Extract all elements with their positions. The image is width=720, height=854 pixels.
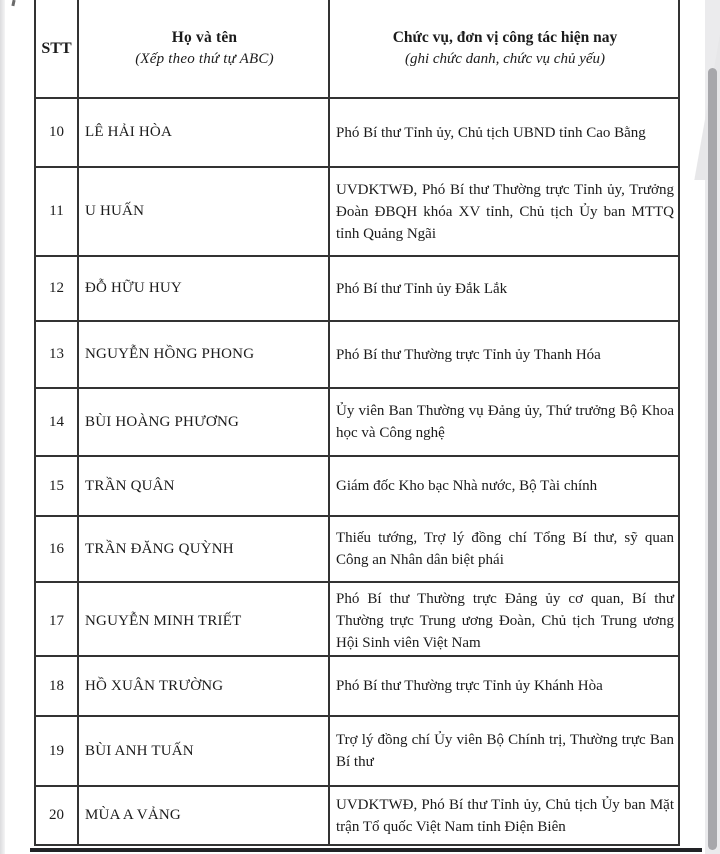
- table-header-row: [36, 0, 678, 99]
- cell-position-text: Ủy viên Ban Thường vụ Đảng ủy, Thứ trưởng Bộ Khoa học và Công nghệ: [336, 403, 674, 441]
- header-position-subtitle: (ghi chức danh, chức vụ chủ yếu): [404, 51, 606, 67]
- header-stt: STT: [41, 39, 72, 57]
- cell-name: BÙI HOÀNG PHƯƠNG: [77, 389, 328, 455]
- table-row: [36, 168, 678, 257]
- cell-position: [328, 99, 680, 166]
- cell-position: [328, 517, 680, 581]
- cell-name: TRẦN QUÂN: [77, 457, 328, 515]
- cell-position: [328, 657, 680, 715]
- cell-position-text: Phó Bí thư Tỉnh ủy, Chủ tịch UBND tỉnh Cao Bằng: [336, 124, 646, 141]
- cell-position-text: Phó Bí thư Thường trực Tỉnh ủy Khánh Hòa: [336, 678, 603, 694]
- cell-position: [328, 322, 680, 387]
- cell-stt: 11: [49, 203, 64, 219]
- cell-position: [328, 257, 680, 320]
- cell-name: TRẦN ĐĂNG QUỲNH: [77, 517, 328, 581]
- cell-name: U HUẤN: [77, 168, 328, 255]
- cell-stt: 10: [49, 124, 64, 140]
- cell-stt: 16: [49, 540, 64, 557]
- cell-position-text: Phó Bí thư Tỉnh ủy Đắk Lắk: [336, 280, 508, 297]
- cell-name: LÊ HẢI HÒA: [77, 99, 328, 166]
- cell-name: BÙI ANH TUẤN: [77, 717, 328, 785]
- table-row: [36, 717, 678, 787]
- header-name: [77, 0, 328, 97]
- scan-artifact-mark: [11, 0, 15, 6]
- cell-stt: 17: [49, 612, 64, 629]
- cell-position: [328, 717, 680, 785]
- cell-position-text: Trợ lý đồng chí Ủy viên Bộ Chính trị, Thường trực Ban Bí thư: [336, 732, 674, 770]
- cell-position: [328, 168, 680, 255]
- cell-stt: 12: [49, 280, 64, 296]
- cell-stt: 14: [49, 413, 64, 430]
- table-row: [36, 517, 678, 583]
- scrollbar-thumb[interactable]: [708, 68, 717, 850]
- cell-position-text: Giám đốc Kho bạc Nhà nước, Bộ Tài chính: [336, 478, 598, 494]
- cell-position-text: UVDKTWĐ, Phó Bí thư Tỉnh ủy, Chủ tịch Ủy ban Mặt trận Tổ quốc Việt Nam tỉnh Điện Biên: [336, 796, 674, 835]
- table-row: [36, 389, 678, 457]
- cell-position: [328, 583, 680, 659]
- cell-position: [328, 787, 680, 844]
- header-position: [328, 0, 680, 97]
- bottom-partial-row-border: [30, 848, 702, 852]
- table-row: [36, 583, 678, 657]
- cell-name: ĐỖ HỮU HUY: [77, 257, 328, 320]
- header-name-title: Họ và tên: [171, 29, 238, 46]
- cell-stt: 19: [49, 742, 64, 759]
- table-row: [36, 657, 678, 717]
- table-row: [36, 322, 678, 389]
- cell-position: [328, 457, 680, 515]
- cell-position-text: UVDKTWĐ, Phó Bí thư Thường trực Tỉnh ủy, Trưởng Đoàn ĐBQH khóa XV tỉnh, Chủ tịch Ủy ban MTTQ tỉnh Quảng Ngãi: [336, 181, 674, 242]
- table-row: [36, 787, 678, 846]
- header-name-subtitle: (Xếp theo thứ tự ABC): [135, 51, 274, 67]
- cell-stt: 15: [49, 477, 64, 494]
- cell-position-text: Thiếu tướng, Trợ lý đồng chí Tổng Bí thư, sỹ quan Công an Nhân dân biệt phái: [336, 530, 674, 568]
- page-edge-left: [0, 0, 5, 854]
- cell-name: HỒ XUÂN TRƯỜNG: [77, 657, 328, 715]
- personnel-table: [34, 0, 680, 846]
- table-row: [36, 457, 678, 517]
- header-position-title: Chức vụ, đơn vị công tác hiện nay: [392, 29, 618, 46]
- cell-stt: 18: [49, 677, 64, 694]
- table-body: [36, 99, 678, 846]
- cell-name: NGUYỄN HỒNG PHONG: [77, 322, 328, 387]
- cell-position: [328, 389, 680, 455]
- cell-position-text: Phó Bí thư Thường trực Đảng ủy cơ quan, Bí thư Thường trực Trung ương Đoàn, Chủ tịch Trung ương Hội Sinh viên Việt Nam: [336, 591, 674, 651]
- cell-stt: 13: [49, 346, 64, 362]
- cell-name: MÙA A VẢNG: [77, 787, 328, 844]
- table-row: [36, 99, 678, 168]
- cell-name: NGUYỄN MINH TRIẾT: [77, 583, 328, 659]
- table-row: [36, 257, 678, 322]
- cell-position-text: Phó Bí thư Thường trực Tỉnh ủy Thanh Hóa: [336, 346, 601, 363]
- cell-stt: 20: [49, 807, 64, 823]
